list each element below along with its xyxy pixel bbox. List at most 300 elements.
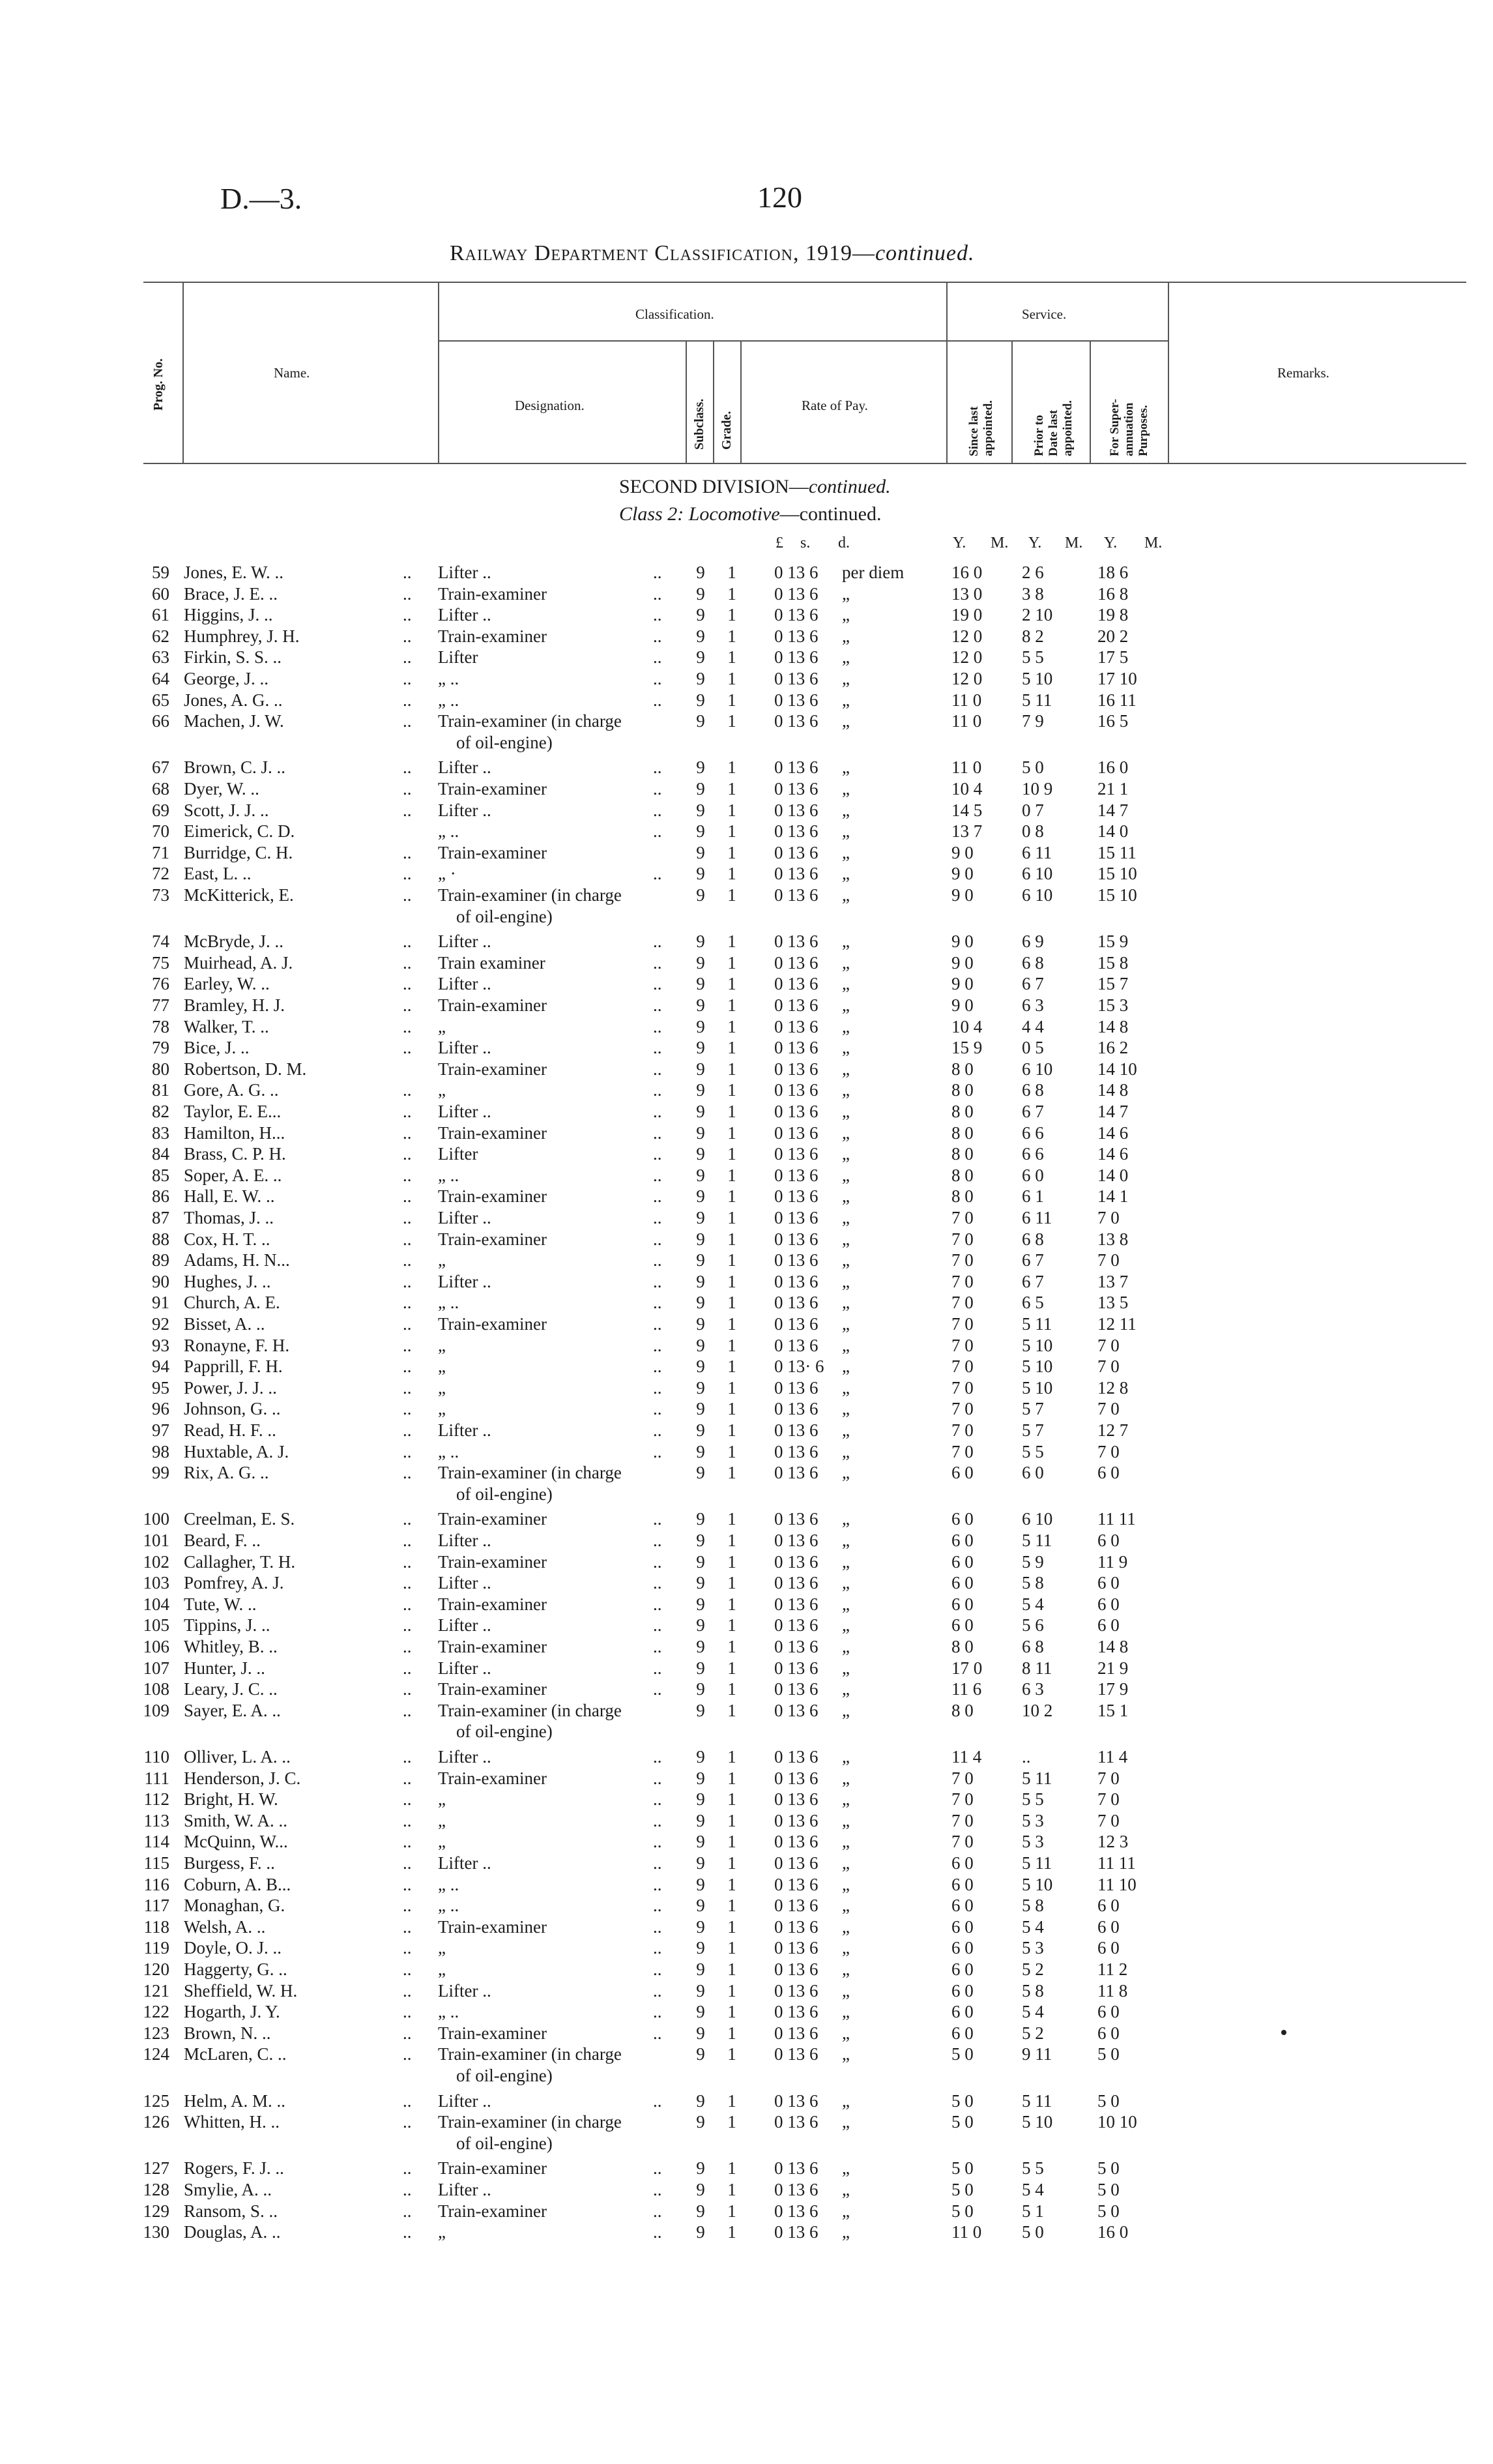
pay-period: „: [842, 800, 850, 820]
leader-dots-2: ..: [653, 1314, 662, 1334]
service-superannuation: 20 2: [1097, 626, 1129, 646]
table-row: [0, 1810, 1493, 1831]
grade: 1: [727, 779, 736, 799]
designation: Train-examiner: [438, 2201, 547, 2221]
rate-of-pay: 0 13 6: [774, 1165, 819, 1185]
employee-name: Haggerty, G. ..: [184, 1959, 287, 1979]
service-since-last: 9 0: [951, 974, 974, 994]
leader-dots-2: ..: [653, 1789, 662, 1810]
table-row: [0, 2222, 1493, 2242]
employee-name: Hogarth, J. Y.: [184, 2002, 280, 2022]
title-main: Railway Department Classification: [450, 241, 793, 265]
leader-dots: ..: [403, 1229, 412, 1249]
grade: 1: [727, 563, 736, 582]
prog-no: 93: [152, 1335, 169, 1355]
header-name: Name.: [274, 365, 310, 381]
header-for-super: [1108, 399, 1151, 456]
grade: 1: [727, 821, 736, 842]
table-row: [0, 2158, 1493, 2178]
employee-name: Earley, W. ..: [184, 974, 270, 994]
rate-of-pay: 0 13 6: [774, 1658, 819, 1678]
pay-period: „: [842, 931, 850, 952]
service-prior: 5 7: [1022, 1399, 1044, 1419]
rate-of-pay: 0 13 6: [774, 1122, 819, 1143]
col-divider-designation: [686, 342, 687, 464]
subclass: 9: [696, 1144, 705, 1164]
pay-period: „: [842, 1789, 850, 1810]
employee-name: Walker, T. ..: [184, 1016, 269, 1036]
prog-no: 108: [143, 1679, 169, 1699]
employee-name: Johnson, G. ..: [184, 1399, 281, 1419]
service-since-last: 7 0: [951, 1810, 974, 1830]
service-since-last: 7 0: [951, 1768, 974, 1788]
service-since-last: 9 0: [951, 952, 974, 973]
grade: 1: [727, 1314, 736, 1334]
service-prior: 5 3: [1022, 1810, 1044, 1830]
employee-name: Pomfrey, A. J.: [184, 1573, 284, 1593]
rate-of-pay: 0 13 6: [774, 1700, 819, 1720]
rate-of-pay: 0 13 6: [774, 1916, 819, 1937]
rate-of-pay: 0 13 6: [774, 2002, 819, 2022]
service-prior: 5 2: [1022, 1959, 1044, 1979]
employee-name: East, L. ..: [184, 864, 252, 884]
class-label: Class 2:: [619, 503, 684, 525]
service-prior: 5 11: [1022, 1314, 1052, 1334]
leader-dots-2: ..: [653, 626, 662, 646]
pay-period: „: [842, 1768, 850, 1788]
service-since-last: 8 0: [951, 1102, 974, 1121]
service-superannuation: 14 7: [1097, 1102, 1129, 1121]
pay-period: „: [842, 2222, 850, 2242]
employee-name: Jones, A. G. ..: [184, 690, 283, 710]
pay-period: „: [842, 1832, 850, 1852]
prog-no: 128: [143, 2180, 169, 2199]
col-divider-pay: [946, 282, 948, 464]
employee-name: Robertson, D. M.: [184, 1059, 307, 1079]
header-since-last: [967, 400, 996, 456]
designation: Train-examiner: [438, 1314, 547, 1334]
leader-dots: ..: [403, 2180, 412, 2199]
rate-of-pay: 0 13 6: [774, 1399, 819, 1419]
service-superannuation: 6 0: [1097, 1938, 1120, 1958]
pay-period: „: [842, 1102, 850, 1121]
service-since-last: 7 0: [951, 1271, 974, 1291]
service-superannuation: 6 0: [1097, 1916, 1120, 1937]
prog-no: 88: [152, 1229, 169, 1249]
class-continued: —continued.: [779, 503, 882, 525]
service-superannuation: 11 10: [1097, 1874, 1137, 1894]
service-prior: 0 8: [1022, 821, 1044, 842]
prog-no: 68: [152, 779, 169, 799]
prog-no: 126: [143, 2112, 169, 2132]
grade: 1: [727, 1250, 736, 1270]
pay-period: „: [842, 2201, 850, 2221]
pay-period: „: [842, 1700, 850, 1720]
table-row: [0, 1143, 1493, 1164]
grade: 1: [727, 1594, 736, 1614]
designation: Train examiner: [438, 952, 545, 973]
division-name: SECOND DIVISION—: [619, 476, 809, 497]
designation: „: [438, 1938, 446, 1958]
leader-dots-2: ..: [653, 1896, 662, 1916]
leader-dots: ..: [403, 1980, 412, 2001]
subclass: 9: [696, 711, 705, 731]
leader-dots: ..: [403, 2112, 412, 2132]
grade: 1: [727, 1679, 736, 1699]
pay-period: „: [842, 1594, 850, 1614]
grade: 1: [727, 1186, 736, 1207]
subclass: 9: [696, 1980, 705, 2001]
service-prior: 5 8: [1022, 1896, 1044, 1916]
grade: 1: [727, 1293, 736, 1313]
leader-dots-2: ..: [653, 647, 662, 667]
rate-of-pay: 0 13 6: [774, 779, 819, 799]
leader-dots-2: ..: [653, 1658, 662, 1678]
rate-of-pay: 0 13 6: [774, 1896, 819, 1916]
prog-no: 127: [143, 2158, 169, 2178]
pay-period: „: [842, 626, 850, 646]
employee-name: Adams, H. N...: [184, 1250, 290, 1270]
pay-period: „: [842, 1229, 850, 1249]
rate-of-pay: 0 13· 6: [774, 1357, 824, 1377]
employee-name: Church, A. E.: [184, 1293, 280, 1313]
designation: Lifter ..: [438, 1980, 491, 2001]
leader-dots-2: ..: [653, 952, 662, 973]
subclass: 9: [696, 1916, 705, 1937]
service-superannuation: 15 1: [1097, 1700, 1129, 1720]
leader-dots: ..: [403, 1594, 412, 1614]
leader-dots: ..: [403, 626, 412, 646]
service-superannuation: 13 5: [1097, 1293, 1129, 1313]
service-superannuation: 6 0: [1097, 2023, 1120, 2043]
service-prior: 6 7: [1022, 1102, 1044, 1121]
prog-no: 60: [152, 583, 169, 604]
service-since-last: 8 0: [951, 1186, 974, 1207]
prog-no: 98: [152, 1441, 169, 1461]
table-row: [0, 1398, 1493, 1419]
prog-no: 67: [152, 757, 169, 778]
service-prior: 8 2: [1022, 626, 1044, 646]
designation: Train-examiner (in charge: [438, 885, 622, 905]
rate-of-pay: 0 13 6: [774, 1832, 819, 1852]
subclass: 9: [696, 1874, 705, 1894]
service-superannuation: 18 6: [1097, 563, 1129, 582]
designation: Train-examiner: [438, 1059, 547, 1079]
rate-of-pay: 0 13 6: [774, 2112, 819, 2132]
subclass: 9: [696, 1789, 705, 1810]
leader-dots-2: ..: [653, 931, 662, 952]
subclass: 9: [696, 1441, 705, 1461]
pay-period: „: [842, 1377, 850, 1398]
table-row: [0, 1789, 1493, 1810]
grade: 1: [727, 2158, 736, 2178]
designation: Train-examiner (in charge: [438, 711, 622, 731]
grade: 1: [727, 1144, 736, 1164]
service-superannuation: 7 0: [1097, 1768, 1120, 1788]
grade: 1: [727, 2044, 736, 2064]
designation: „: [438, 1250, 446, 1270]
pay-period: „: [842, 1399, 850, 1419]
table-row: [0, 1229, 1493, 1250]
col-divider-since: [1011, 342, 1013, 464]
service-prior: 5 6: [1022, 1615, 1044, 1635]
designation: Lifter ..: [438, 1531, 491, 1550]
designation-continuation: of oil-engine): [456, 1722, 553, 1742]
subclass: 9: [696, 1059, 705, 1079]
subclass: 9: [696, 1399, 705, 1419]
service-since-last: 11 0: [951, 690, 982, 710]
leader-dots-2: ..: [653, 1810, 662, 1830]
employee-name: Olliver, L. A. ..: [184, 1747, 291, 1767]
pay-period: „: [842, 1658, 850, 1678]
table-row: [0, 1980, 1493, 2001]
service-prior: 5 4: [1022, 1916, 1044, 1937]
pay-period: „: [842, 1959, 850, 1979]
employee-name: Rix, A. G. ..: [184, 1463, 269, 1483]
grade: 1: [727, 1980, 736, 2001]
leader-dots-2: ..: [653, 1747, 662, 1767]
service-since-last: 5 0: [951, 2201, 974, 2221]
rate-of-pay: 0 13 6: [774, 626, 819, 646]
subclass: 9: [696, 1679, 705, 1699]
leader-dots: ..: [403, 1637, 412, 1656]
service-superannuation: 14 0: [1097, 821, 1129, 842]
designation: „: [438, 1399, 446, 1419]
service-prior: 0 7: [1022, 800, 1044, 820]
grade: 1: [727, 1938, 736, 1958]
grade: 1: [727, 1441, 736, 1461]
grade: 1: [727, 2002, 736, 2022]
service-superannuation: 5 0: [1097, 2090, 1120, 2111]
table-row: [0, 1186, 1493, 1207]
designation-continuation: of oil-engine): [456, 906, 553, 926]
service-prior: 5 9: [1022, 1551, 1044, 1572]
designation: Train-examiner: [438, 1637, 547, 1656]
leader-dots: ..: [403, 974, 412, 994]
designation: Lifter ..: [438, 1271, 491, 1291]
prog-no: 73: [152, 885, 169, 905]
service-prior: 6 6: [1022, 1144, 1044, 1164]
designation: Lifter ..: [438, 974, 491, 994]
service-since-last: 6 0: [951, 1853, 974, 1873]
service-prior: 6 10: [1022, 864, 1053, 884]
subclass: 9: [696, 690, 705, 710]
grade: 1: [727, 864, 736, 884]
service-prior: 6 11: [1022, 1208, 1052, 1227]
service-prior: 5 5: [1022, 1789, 1044, 1810]
subclass: 9: [696, 1637, 705, 1656]
service-superannuation: 14 8: [1097, 1637, 1129, 1656]
subclass: 9: [696, 1016, 705, 1036]
col-divider-grade: [740, 342, 742, 464]
leader-dots-2: ..: [653, 1357, 662, 1377]
leader-dots: ..: [403, 1789, 412, 1810]
service-superannuation: 14 7: [1097, 800, 1129, 820]
designation-continuation: of oil-engine): [456, 2066, 553, 2085]
grade: 1: [727, 2090, 736, 2111]
grade: 1: [727, 669, 736, 688]
service-prior: 5 11: [1022, 1853, 1052, 1873]
employee-name: Hughes, J. ..: [184, 1271, 271, 1291]
employee-name: Brown, C. J. ..: [184, 757, 286, 778]
leader-dots: ..: [403, 1038, 412, 1058]
grade: 1: [727, 885, 736, 905]
unit-years-super: Y.: [1104, 535, 1118, 551]
leader-dots: ..: [403, 1747, 412, 1767]
grade: 1: [727, 842, 736, 862]
pay-period: „: [842, 1420, 850, 1440]
leader-dots: ..: [403, 931, 412, 952]
leader-dots: ..: [403, 800, 412, 820]
table-row: [0, 757, 1493, 778]
since-line-1: Since last: [967, 406, 981, 456]
service-since-last: 6 0: [951, 1594, 974, 1614]
subclass: 9: [696, 1832, 705, 1852]
subclass: 9: [696, 1959, 705, 1979]
service-prior: 5 4: [1022, 2180, 1044, 2199]
pay-period: „: [842, 1080, 850, 1100]
rate-of-pay: 0 13 6: [774, 974, 819, 994]
subclass: 9: [696, 1768, 705, 1788]
service-superannuation: 16 8: [1097, 583, 1129, 604]
leader-dots-2: ..: [653, 1679, 662, 1699]
designation: Train-examiner (in charge: [438, 2044, 622, 2064]
subclass: 9: [696, 1573, 705, 1593]
employee-name: Firkin, S. S. ..: [184, 647, 282, 667]
prog-no: 112: [143, 1789, 169, 1810]
leader-dots-2: ..: [653, 1768, 662, 1788]
rate-of-pay: 0 13 6: [774, 2044, 819, 2064]
header-rate-of-pay: Rate of Pay.: [802, 398, 868, 413]
prog-no: 105: [143, 1615, 169, 1635]
prog-no: 61: [152, 605, 169, 625]
leader-dots: ..: [403, 1531, 412, 1550]
service-prior: 5 11: [1022, 1531, 1052, 1550]
service-prior: 6 7: [1022, 1250, 1044, 1270]
rate-of-pay: 0 13 6: [774, 1102, 819, 1121]
service-prior: 5 0: [1022, 757, 1044, 778]
leader-dots-2: ..: [653, 1615, 662, 1635]
rate-of-pay: 0 13 6: [774, 1980, 819, 2001]
employee-name: Douglas, A. ..: [184, 2222, 281, 2242]
prog-no: 84: [152, 1144, 169, 1164]
grade: 1: [727, 1420, 736, 1440]
designation: Train-examiner: [438, 995, 547, 1015]
since-line-2: appointed.: [981, 400, 995, 456]
service-since-last: 6 0: [951, 1463, 974, 1483]
service-since-last: 6 0: [951, 1916, 974, 1937]
grade: 1: [727, 690, 736, 710]
designation: Train-examiner (in charge: [438, 1700, 622, 1720]
employee-name: Welsh, A. ..: [184, 1916, 266, 1937]
designation: Lifter ..: [438, 757, 491, 778]
leader-dots: ..: [403, 1144, 412, 1164]
service-superannuation: 6 0: [1097, 1896, 1120, 1916]
subclass: 9: [696, 842, 705, 862]
subclass: 9: [696, 779, 705, 799]
subclass: 9: [696, 1186, 705, 1207]
service-prior: 5 10: [1022, 1357, 1053, 1377]
service-prior: 6 8: [1022, 952, 1044, 973]
employee-name: Bright, H. W.: [184, 1789, 278, 1810]
table-row: [0, 778, 1493, 799]
subclass: 9: [696, 583, 705, 604]
rate-of-pay: 0 13 6: [774, 1463, 819, 1483]
table-row: [0, 1101, 1493, 1122]
super-line-1: For Super-: [1108, 398, 1122, 456]
service-since-last: 6 0: [951, 1509, 974, 1529]
service-prior: 5 4: [1022, 1594, 1044, 1614]
subclass: 9: [696, 1208, 705, 1227]
grade: 1: [727, 1658, 736, 1678]
leader-dots: ..: [403, 1399, 412, 1419]
rate-of-pay: 0 13 6: [774, 1314, 819, 1334]
subclass: 9: [696, 1531, 705, 1550]
designation: Lifter ..: [438, 931, 491, 952]
service-since-last: 12 0: [951, 669, 983, 688]
leader-dots: ..: [403, 1335, 412, 1355]
rate-of-pay: 0 13 6: [774, 2158, 819, 2178]
prog-no: 110: [143, 1747, 169, 1767]
leader-dots-2: ..: [653, 821, 662, 842]
service-since-last: 7 0: [951, 1789, 974, 1810]
employee-name: Leary, J. C. ..: [184, 1679, 278, 1699]
prog-no: 122: [143, 2002, 169, 2022]
leader-dots-2: ..: [653, 1186, 662, 1207]
leader-dots: ..: [403, 669, 412, 688]
employee-name: Muirhead, A. J.: [184, 952, 293, 973]
table-row: [0, 2090, 1493, 2111]
service-prior: 6 9: [1022, 931, 1044, 952]
service-superannuation: 14 6: [1097, 1122, 1129, 1143]
rate-of-pay: 0 13 6: [774, 1250, 819, 1270]
table-row: [0, 885, 1493, 905]
leader-dots: ..: [403, 583, 412, 604]
leader-dots: ..: [403, 1768, 412, 1788]
leader-dots: ..: [403, 1250, 412, 1270]
pay-period: „: [842, 1038, 850, 1058]
designation: „: [438, 1832, 446, 1852]
designation: „: [438, 1377, 446, 1398]
service-superannuation: 14 8: [1097, 1080, 1129, 1100]
rate-of-pay: 0 13 6: [774, 1938, 819, 1958]
rate-of-pay: 0 13 6: [774, 1144, 819, 1164]
prog-no: 65: [152, 690, 169, 710]
leader-dots-2: ..: [653, 800, 662, 820]
leader-dots-2: ..: [653, 2201, 662, 2221]
service-prior: 5 11: [1022, 2090, 1052, 2111]
pay-period: „: [842, 757, 850, 778]
grade: 1: [727, 647, 736, 667]
service-superannuation: 5 0: [1097, 2180, 1120, 2199]
table-row: [0, 1572, 1493, 1593]
pay-period: „: [842, 842, 850, 862]
rate-of-pay: 0 13 6: [774, 1271, 819, 1291]
leader-dots: ..: [403, 1874, 412, 1894]
service-superannuation: 16 5: [1097, 711, 1129, 731]
prog-no: 66: [152, 711, 169, 731]
service-since-last: 12 0: [951, 626, 983, 646]
table-row: [0, 2179, 1493, 2200]
service-since-last: 8 0: [951, 1700, 974, 1720]
designation: Lifter ..: [438, 1853, 491, 1873]
service-superannuation: 7 0: [1097, 1789, 1120, 1810]
prog-no: 82: [152, 1102, 169, 1121]
employee-name: Coburn, A. B...: [184, 1874, 291, 1894]
pay-period: „: [842, 779, 850, 799]
prog-no: 100: [143, 1509, 169, 1529]
leader-dots: ..: [403, 1271, 412, 1291]
